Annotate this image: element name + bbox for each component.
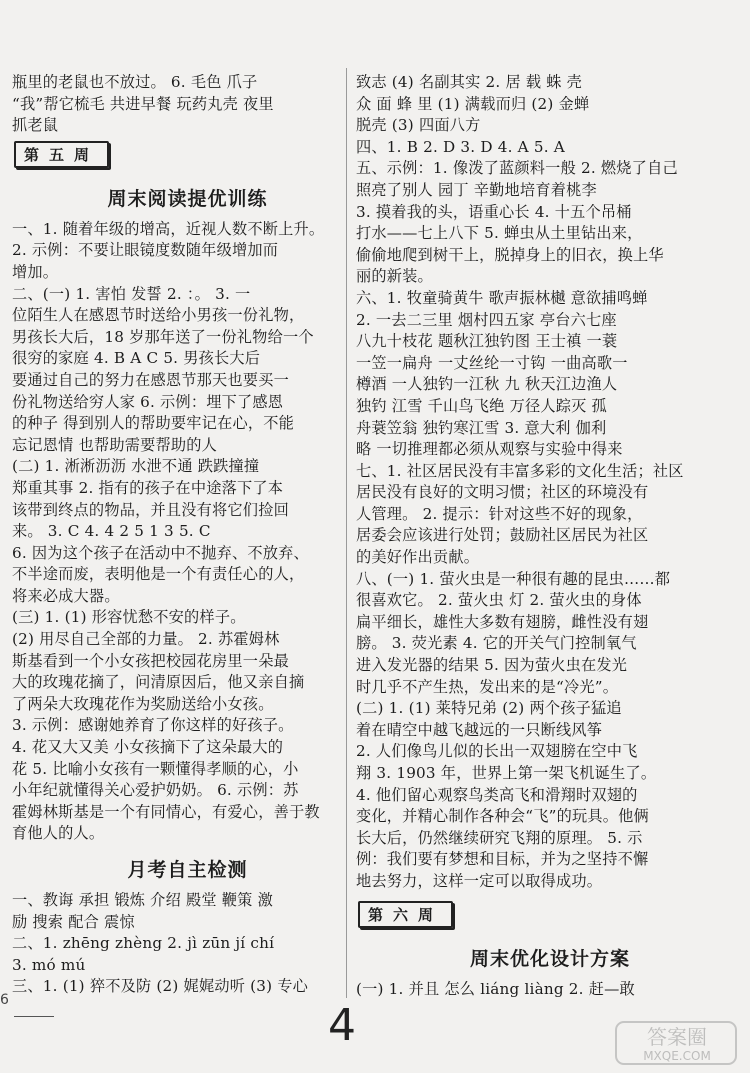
answer-line: 不半途而废，表明他是一个有责任心的人， [12,565,305,584]
answer-line: 很喜欢它。 2. 萤火虫 灯 2. 萤火虫的身体 [356,591,642,610]
answer-line: 育他人的人。 [12,824,105,843]
answer-line: (二) 1. 淅淅沥沥 水泄不通 跌跌撞撞 [12,457,260,476]
answer-line: 打水——七上八下 5. 蝉虫从土里钻出来， [356,224,643,243]
answer-line: 众 面 蜂 里 (1) 满载而归 (2) 金蝉 [356,94,590,113]
answer-line: 份礼物送给穷人家 6. 示例：埋下了感恩 [12,392,284,411]
answer-line: 来。 3. C 4. 4 2 5 1 3 5. C [12,522,211,541]
answer-line: 长大后，仍然继续研究飞翔的原理。 5. 示 [356,828,643,847]
left-column [12,72,345,998]
answer-line: 的美好作出贡献。 [356,548,480,567]
answer-line: 2. 示例：不要让眼镜度数随年级增加而 [12,241,279,260]
answer-line: 瓶里的老鼠也不放过。 6. 毛色 爪子 [12,73,258,91]
column-divider [346,68,347,998]
answer-line: 4. 他们留心观察鸟类高飞和滑翔时双翅的 [356,785,638,804]
answer-line: 脱壳 (3) 四面八方 [356,116,481,135]
week-6-label: 第六周 [358,901,453,928]
section-title-weekend-design: 周末优化设计方案 [469,947,630,970]
answer-line: 位陌生人在感恩节时送给小男孩一份礼物， [12,306,305,325]
answer-line: 翔 3. 1903 年，世界上第一架飞机诞生了。 [356,764,657,782]
answer-block [12,72,345,137]
answer-line: 六、1. 牧童骑黄牛 歌声振林樾 意欲捕鸣蝉 [356,288,648,307]
answer-line: 偷偷地爬到树干上，脱掉身上的旧衣，换上华 [356,245,664,264]
answer-line: 励 搜索 配合 震惊 [12,912,135,931]
answer-line: 膀。 3. 荧光素 4. 它的开关气门控制氧气 [356,634,637,653]
answer-line: 忘记恩情 也帮助需要帮助的人 [12,435,218,454]
answer-line: 3. 示例：感谢她养育了你这样的好孩子。 [12,716,294,735]
answer-line: 二、1. zhēng zhèng 2. jì zūn jí chí [12,934,275,953]
answer-line: 将来必成大器。 [12,586,120,605]
answer-line: 一、教诲 承担 锻炼 介绍 殿堂 鞭策 激 [12,891,273,909]
watermark-title: 答案圈 [647,1025,707,1049]
answer-line: 独钓 江雪 千山鸟飞绝 万径人踪灭 孤 [356,396,607,415]
answer-line: 抓老鼠 [12,116,59,135]
answer-line: 2. 一去二三里 烟村四五家 亭台六七座 [356,310,617,329]
answer-line: (一) 1. 并且 怎么 liáng liàng 2. 赶—敢 [356,979,635,998]
answer-line: 七、1. 社区居民没有丰富多彩的文化生活；社区 [356,461,684,480]
answer-line: 人管理。 2. 提示：针对这些不好的现象， [356,504,643,523]
answer-line: 2. 人们像鸟儿似的长出一双翅膀在空中飞 [356,742,638,761]
answer-line: 照亮了别人 园丁 辛勤地培育着桃李 [356,180,597,199]
answer-line: 小年纪就懂得关心爱护奶奶。 6. 示例：苏 [12,781,299,800]
answer-line: 郑重其事 2. 指有的孩子在中途落下了本 [12,478,284,497]
answer-line: 例：我们要有梦想和目标，并为之坚持不懈 [356,850,649,869]
answer-line: 地去努力，这样一定可以取得成功。 [356,871,603,890]
right-column [356,72,734,1000]
section-title-monthly-test: 月考自主检测 [127,859,248,881]
answer-line: 丽的新装。 [356,267,433,286]
answer-line: 变化，并精心制作各种会“飞”的玩具。他俩 [356,807,649,826]
answer-line: 增加。 [12,262,59,281]
answer-line: 很穷的家庭 4. B A C 5. 男孩长大后 [12,349,261,368]
answer-block [356,979,734,1001]
corner-mark: 6 [0,992,9,1008]
answer-line: 五、示例：1. 像泼了蓝颜料一般 2. 燃烧了自己 [356,159,678,178]
answer-line: 致志 (4) 名副其实 2. 居 载 蛛 壳 [356,73,583,91]
answer-line: 二、(一) 1. 害怕 发誓 2. ：。 3. 一 [12,284,251,303]
answer-line: 着在晴空中越飞越远的一只断线风筝 [356,720,603,739]
answer-line: 大的玫瑰花摘了，问清原因后，他又亲自摘 [12,673,305,692]
answer-line: (二) 1. (1) 莱特兄弟 (2) 两个孩子猛追 [356,699,622,718]
answer-line: 的种子 得到别人的帮助要牢记在心，不能 [12,414,295,433]
answer-line: 花 5. 比喻小女孩有一颗懂得孝顺的心，小 [12,759,299,778]
answer-line: 斯基看到一个小女孩把校园花房里一朵最 [12,651,289,670]
answer-block [12,219,345,845]
answer-line: 时几乎不产生热，发出来的是“冷光”。 [356,677,619,696]
answer-line: 居委会应该进行处罚；鼓励社区居民为社区 [356,526,649,545]
footer-rule [14,1016,54,1017]
answer-line: (2) 用尽自己全部的力量。 2. 苏霍姆林 [12,630,280,649]
answer-line: 3. 摸着我的头，语重心长 4. 十五个吊桶 [356,202,632,221]
answer-line: 霍姆林斯基是一个有同情心，有爱心，善于教 [12,802,320,821]
answer-line: “我”帮它梳毛 共进早餐 玩药丸壳 夜里 [12,94,274,113]
answer-line: (三) 1. (1) 形容忧愁不安的样子。 [12,608,246,627]
page-number: 4 [328,1000,356,1051]
answer-line: 三、1. (1) 猝不及防 (2) 娓娓动听 (3) 专心 [12,977,309,996]
answer-line: 八九十枝花 题秋江独钓图 王士禛 一蓑 [356,332,618,351]
answer-line: 一、1. 随着年级的增高，近视人数不断上升。 [12,219,325,238]
answer-line: 四、1. B 2. D 3. D 4. A 5. A [356,137,565,156]
answer-line: 男孩长大后，18 岁那年送了一份礼物给一个 [12,327,314,346]
week-5-label: 第五周 [14,141,109,168]
answer-line: 八、(一) 1. 萤火虫是一种很有趣的昆虫……都 [356,569,671,588]
answer-block [12,890,345,998]
answer-line: 略 一切推理都必须从观察与实验中得来 [356,440,623,459]
answer-line: 6. 因为这个孩子在活动中不抛弃、不放弃、 [12,543,309,562]
answer-line: 舟蓑笠翁 独钓寒江雪 3. 意大利 伽利 [356,418,607,437]
answer-line: 樽酒 一人独钓一江秋 九 秋天江边渔人 [356,375,618,394]
answer-line: 4. 花又大又美 小女孩摘下了这朵最大的 [12,738,284,757]
watermark-url: MXQE.COM [643,1049,711,1063]
answer-line: 扁平细长，雄性大多数有翅膀，雌性没有翅 [356,612,649,631]
answer-line: 该带到终点的物品，并且没有将它们捡回 [12,500,289,519]
answer-line: 进入发光器的结果 5. 因为萤火虫在发光 [356,656,628,675]
answer-line: 3. mó mú [12,955,86,974]
answer-line: 了两朵大玫瑰花作为奖励送给小女孩。 [12,694,274,713]
section-title-weekend-reading: 周末阅读提优训练 [107,187,268,210]
answer-block [356,72,734,893]
watermark-logo [614,1018,740,1068]
answer-line: 居民没有良好的文明习惯；社区的环境没有 [356,483,649,502]
answer-line: 要通过自己的努力在感恩节那天也要买一 [12,370,289,389]
answer-line: 一笠一扁舟 一丈丝纶一寸钩 一曲高歌一 [356,353,628,372]
